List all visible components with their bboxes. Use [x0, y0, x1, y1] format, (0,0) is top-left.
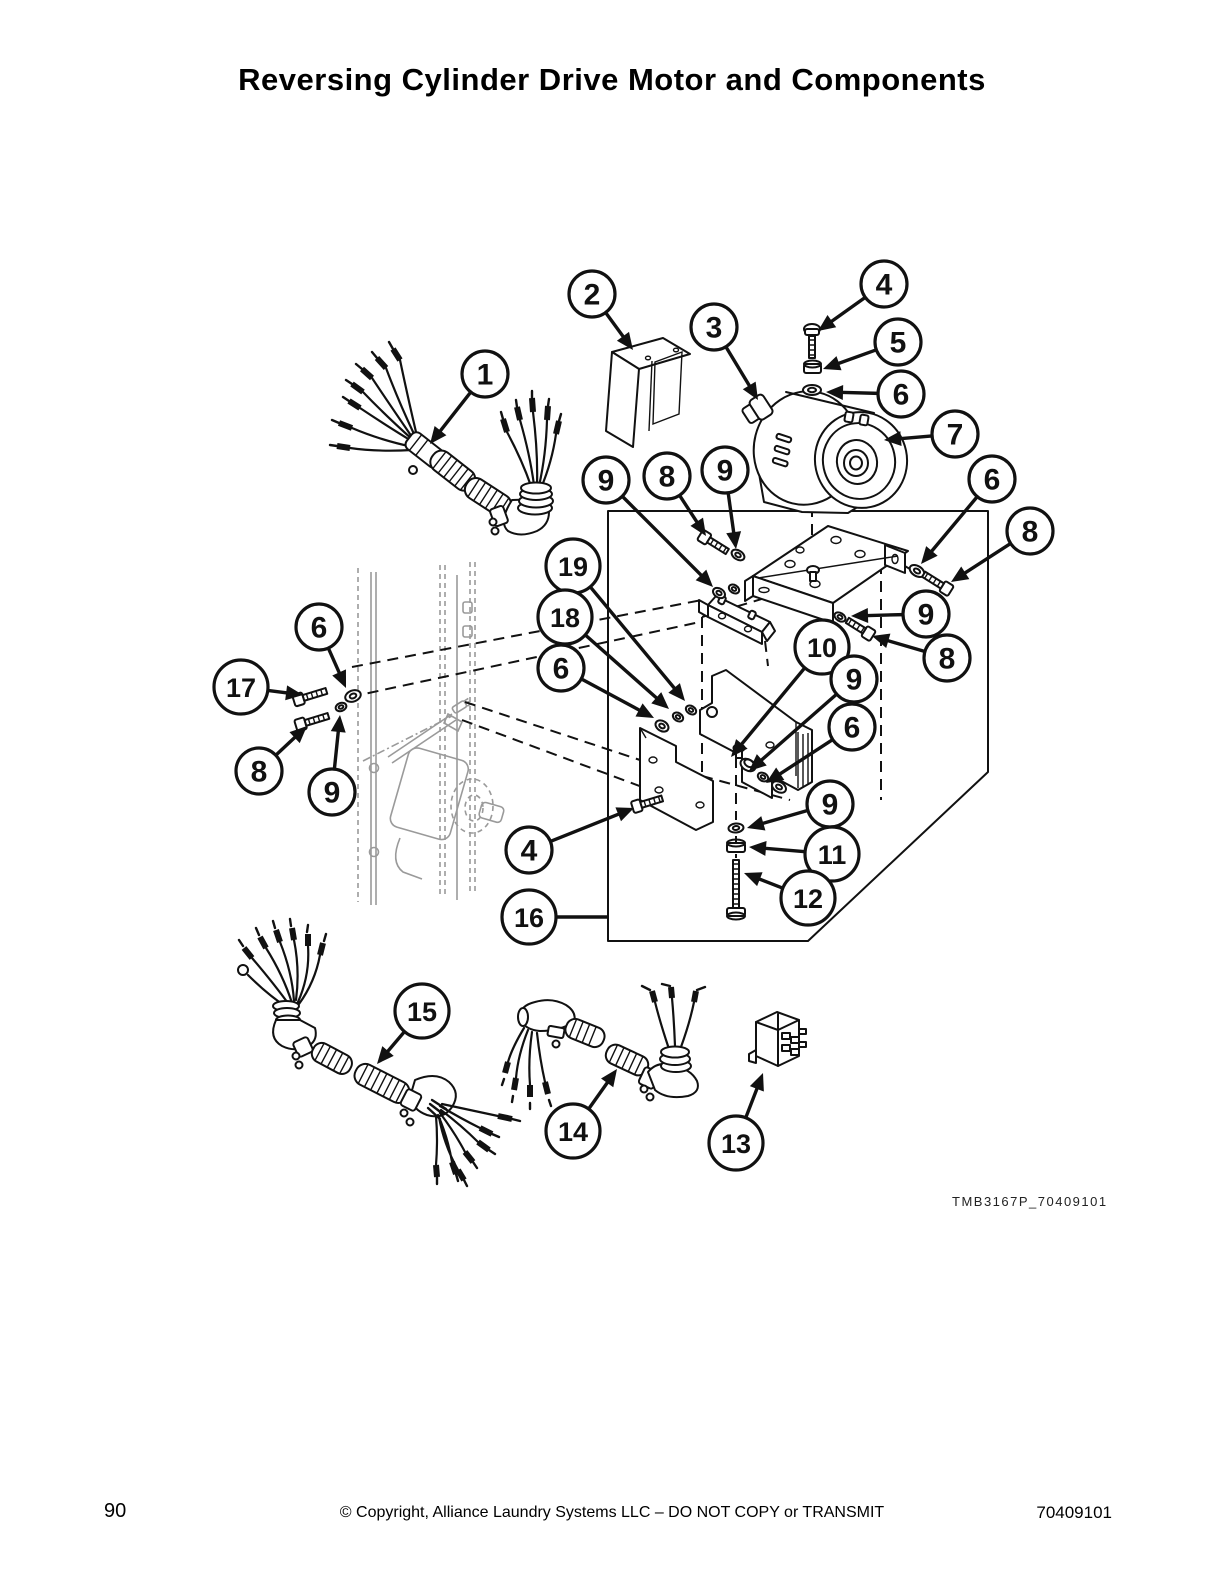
figure-code: TMB3167P_70409101 — [952, 1194, 1108, 1209]
svg-text:3: 3 — [705, 311, 723, 345]
callout-15 — [377, 984, 449, 1064]
callout-5 — [823, 319, 921, 370]
harness-1 — [330, 342, 561, 535]
page-title: Reversing Cylinder Drive Motor and Components — [238, 62, 986, 97]
callout-1 — [430, 351, 508, 444]
threaded-stud — [727, 860, 745, 920]
svg-text:19: 19 — [557, 552, 589, 582]
machine-frame-ghost — [358, 562, 505, 905]
svg-text:5: 5 — [889, 326, 907, 360]
svg-text:6: 6 — [983, 463, 1001, 497]
svg-text:6: 6 — [310, 611, 328, 645]
svg-text:14: 14 — [557, 1117, 589, 1147]
svg-text:9: 9 — [821, 788, 839, 822]
svg-text:9: 9 — [917, 598, 935, 632]
svg-text:6: 6 — [552, 652, 570, 686]
svg-text:15: 15 — [406, 997, 438, 1027]
svg-text:17: 17 — [225, 673, 257, 703]
page-number: 90 — [104, 1500, 127, 1522]
mounting-plate — [745, 526, 908, 623]
callout-13 — [709, 1073, 764, 1170]
svg-text:6: 6 — [892, 378, 910, 412]
upper-bracket — [699, 595, 775, 644]
motor-cover — [606, 338, 690, 447]
svg-text:9: 9 — [597, 464, 615, 498]
callout-3 — [691, 304, 758, 400]
callout-2 — [569, 271, 633, 350]
callout-16 — [502, 890, 607, 944]
svg-text:18: 18 — [549, 603, 581, 633]
copyright-text: © Copyright, Alliance Laundry Systems LLC – DO NOT COPY or TRANSMIT — [339, 1504, 885, 1521]
callout-8 — [872, 634, 970, 681]
callout-8 — [236, 726, 307, 794]
svg-text:13: 13 — [720, 1129, 752, 1159]
svg-text:11: 11 — [817, 840, 847, 870]
svg-text:1: 1 — [476, 358, 494, 392]
callout-14 — [546, 1069, 617, 1158]
callout-6 — [296, 604, 346, 688]
svg-text:8: 8 — [938, 642, 956, 676]
svg-text:9: 9 — [845, 663, 863, 697]
svg-text:10: 10 — [806, 633, 838, 663]
svg-text:8: 8 — [250, 755, 268, 789]
callout-8 — [644, 453, 706, 536]
svg-text:4: 4 — [520, 834, 538, 868]
callout-17 — [214, 660, 303, 714]
callout-8 — [951, 508, 1053, 582]
svg-text:8: 8 — [658, 460, 676, 494]
svg-text:2: 2 — [583, 278, 601, 312]
svg-text:8: 8 — [1021, 515, 1039, 549]
svg-text:9: 9 — [323, 776, 341, 810]
callout-9 — [309, 715, 355, 815]
harness-15 — [238, 919, 520, 1186]
callout-4 — [506, 807, 634, 873]
svg-text:9: 9 — [716, 454, 734, 488]
svg-text:12: 12 — [792, 884, 824, 914]
terminal-block — [749, 1012, 806, 1066]
svg-text:6: 6 — [843, 711, 861, 745]
svg-text:7: 7 — [946, 418, 964, 452]
motor-bolt-stack — [803, 324, 821, 395]
page-footer — [0, 1498, 1224, 1538]
part-number: 70409101 — [1036, 1503, 1112, 1522]
support-bracket — [700, 670, 812, 798]
svg-text:16: 16 — [513, 903, 545, 933]
callout-12 — [744, 871, 835, 925]
svg-text:4: 4 — [875, 268, 893, 302]
